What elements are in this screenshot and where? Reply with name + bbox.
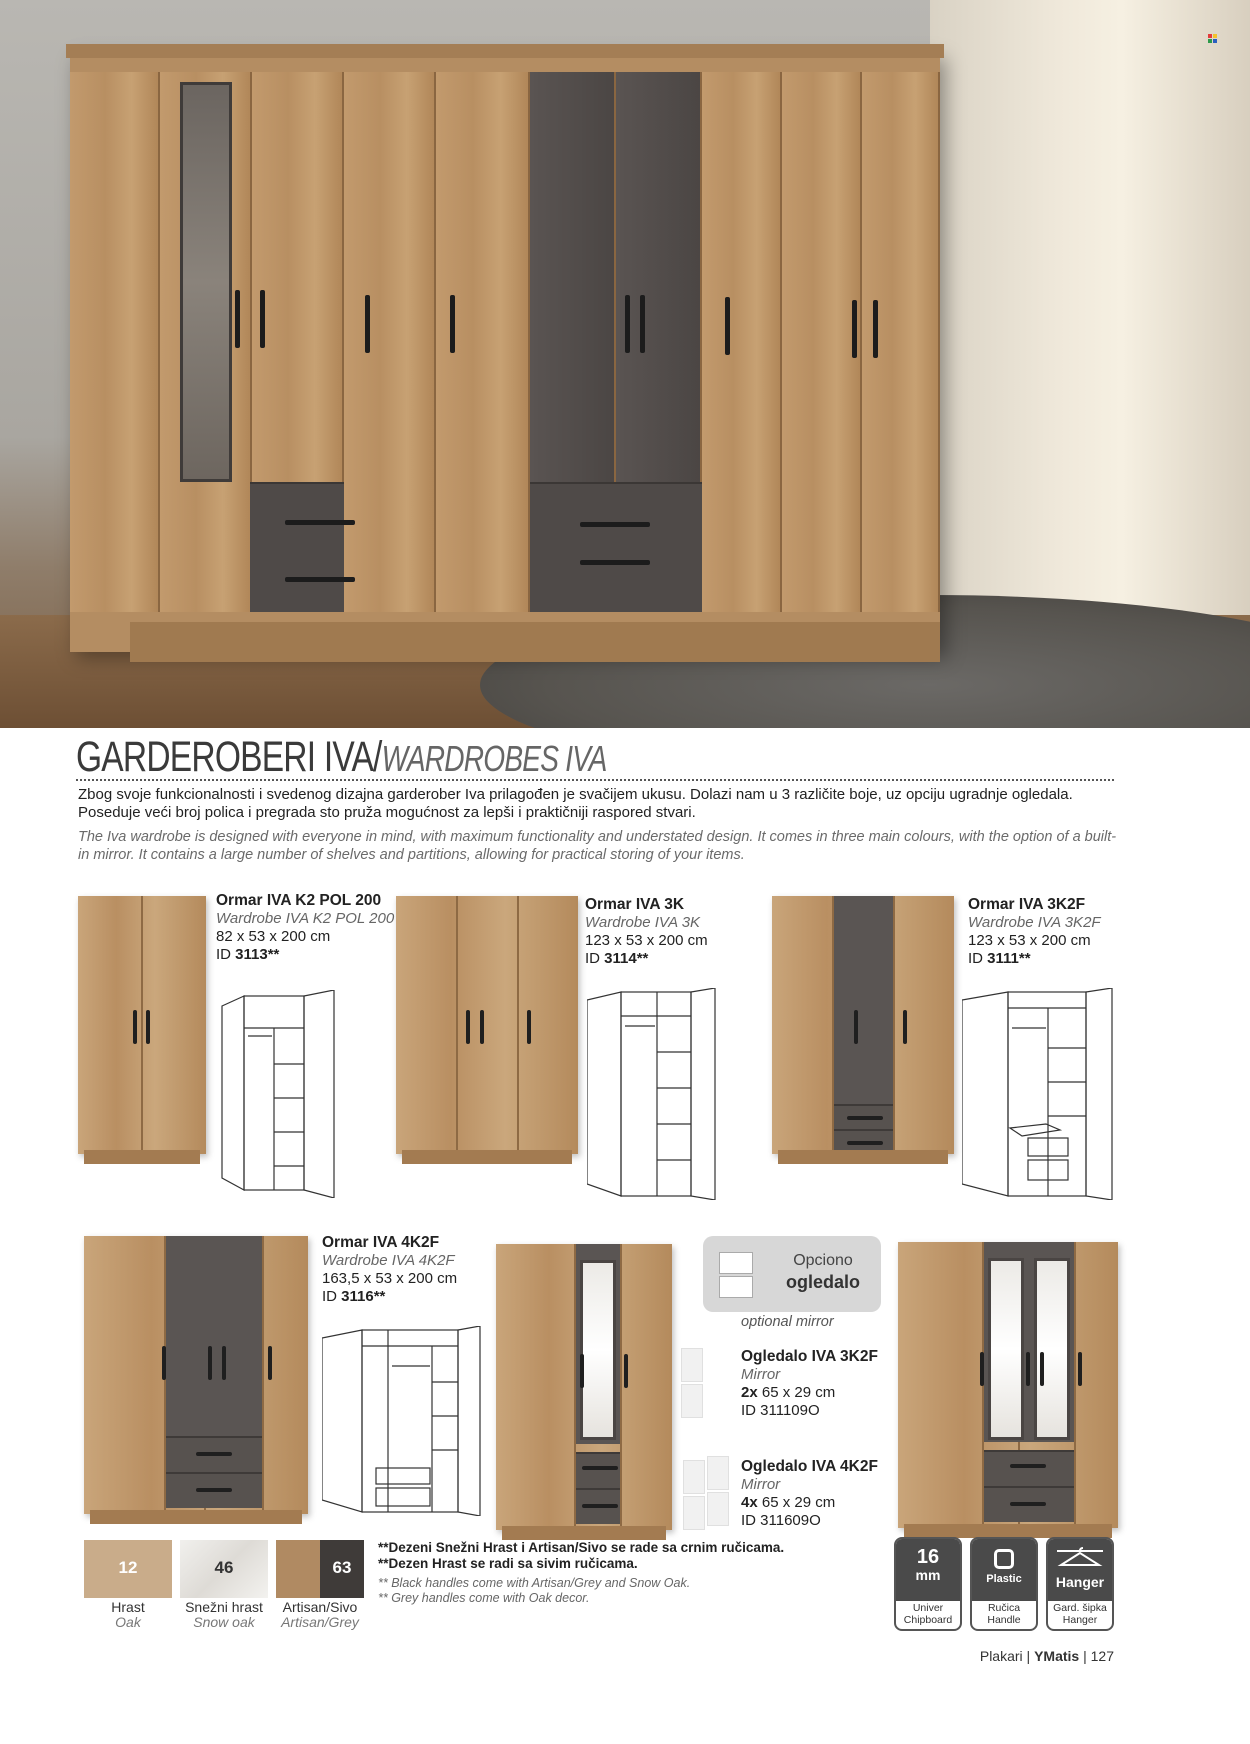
swatch-label-oak: Hrast Oak <box>111 1599 145 1630</box>
product-dims: 123 x 53 x 200 cm <box>585 932 708 949</box>
product-id: ID 3111** <box>968 950 1031 967</box>
product-id: ID 3113** <box>216 946 280 963</box>
brand-dots-icon <box>1208 34 1218 44</box>
product-dims: 163,5 x 53 x 200 cm <box>322 1270 458 1287</box>
badge-chipboard: 16 mm Univer Chipboard <box>894 1537 962 1631</box>
page-number: 127 <box>1090 1648 1114 1664</box>
page-title <box>76 733 607 782</box>
swatch-label-snow-oak: Snežni hrast Snow oak <box>185 1599 263 1630</box>
mirror-id: ID 311609O <box>741 1512 821 1529</box>
mirror-name: Ogledalo IVA 3K2F <box>741 1348 878 1365</box>
plastic-handle-icon: Plastic <box>972 1539 1036 1601</box>
wardrobe-3k2f-mirror <box>496 1244 672 1530</box>
intro-text-en: The Iva wardrobe is designed with everyone in mind, with maximum functionality and understated design. It comes in three main colours, with the option of a built-in mirror. It contains a large number of shelves and partitions, allowing for practical storing of your items. <box>78 829 1117 863</box>
product-info-4k2f <box>322 1234 457 1306</box>
product-name-en: Wardrobe IVA K2 POL 200 <box>216 910 395 927</box>
wardrobe-4k2f-mirror <box>898 1242 1118 1528</box>
hero-photo <box>0 0 1250 728</box>
swatch-label-artisan-grey: Artisan/Sivo Artisan/Grey <box>281 1599 359 1630</box>
product-name-en: Wardrobe IVA 3K <box>585 914 701 931</box>
optional-label: Opciono <box>793 1252 853 1269</box>
mirror-icon <box>707 1492 729 1526</box>
mirror-qty: 4x <box>741 1494 758 1511</box>
wardrobe-3k2f-drawing <box>962 988 1114 1200</box>
product-dims: 82 x 53 x 200 cm <box>216 928 331 945</box>
mirror-id: ID 311109O <box>741 1402 820 1419</box>
page-footer: Plakari | YMatis | 127 <box>979 1648 1114 1664</box>
swatch-artisan-grey: 63 <box>276 1540 364 1598</box>
product-info-3k2f <box>968 896 1101 968</box>
product-name-en: Wardrobe IVA 4K2F <box>322 1252 455 1269</box>
hanger-icon: Hanger <box>1048 1539 1112 1601</box>
mirror-info-4k2f <box>741 1458 878 1530</box>
mirror-name-en: Mirror <box>741 1366 781 1383</box>
mirror-panel-icon <box>719 1252 753 1274</box>
title-sub: WARDROBES IVA <box>381 738 607 779</box>
footer-brand: Matis <box>1043 1648 1080 1664</box>
mirror-name-en: Mirror <box>741 1476 781 1493</box>
mirror-dims: 65 x 29 cm <box>757 1384 836 1401</box>
wardrobe-3k <box>396 896 578 1154</box>
badge-handle: Plastic Ručica Handle <box>970 1537 1038 1631</box>
product-id: ID 3116** <box>322 1288 386 1305</box>
product-name: Ormar IVA 3K2F <box>968 896 1086 913</box>
optional-mirror-en: optional mirror <box>741 1314 834 1330</box>
swatch-oak: 12 <box>84 1540 172 1598</box>
mirror-icon <box>681 1384 703 1418</box>
wardrobe-3k2f <box>772 896 954 1154</box>
hero-mirror <box>180 82 232 482</box>
mirror-dims: 65 x 29 cm <box>757 1494 836 1511</box>
mirror-label: ogledalo <box>785 1272 860 1292</box>
wardrobe-4k2f-drawing <box>322 1326 482 1516</box>
product-info-k2-pol-200 <box>216 892 394 964</box>
mirror-icon <box>683 1496 705 1530</box>
product-name: Ormar IVA K2 POL 200 <box>216 892 382 909</box>
mirror-icon <box>683 1460 705 1494</box>
swatch-snow-oak: 46 <box>180 1540 268 1598</box>
footer-section: Plakari <box>979 1648 1023 1664</box>
product-name: Ormar IVA 3K <box>585 896 685 913</box>
mirror-icon <box>707 1456 729 1490</box>
product-name: Ormar IVA 4K2F <box>322 1234 440 1251</box>
handle-notes: **Dezeni Snežni Hrast i Artisan/Sivo se rade sa crnim ručicama. **Dezen Hrast se radi sa sivim ručicama. ** Black handles come with Artisan/Grey and Snow Oak. ** Grey handles come with Oak decor. <box>378 1540 785 1605</box>
wardrobe-3k-drawing <box>587 988 717 1200</box>
product-info-3k <box>585 896 708 968</box>
title-divider <box>76 779 1114 781</box>
product-id: ID 3114** <box>585 950 649 967</box>
mirror-info-3k2f <box>741 1348 878 1420</box>
mirror-panel-icon <box>719 1276 753 1298</box>
wardrobe-k2-pol-200 <box>78 896 206 1154</box>
wardrobe-4k2f <box>84 1236 308 1514</box>
hero-wardrobe <box>70 52 940 652</box>
mirror-icon <box>681 1348 703 1382</box>
mirror-qty: 2x <box>741 1384 758 1401</box>
optional-mirror-box <box>703 1236 881 1312</box>
wardrobe-k2-pol-200-drawing <box>216 990 342 1198</box>
matis-logo-icon: Y <box>1034 1648 1044 1664</box>
chipboard-icon: 16 mm <box>896 1539 960 1601</box>
intro-text: Zbog svoje funkcionalnosti i svedenog dizajna garderober Iva prilagođen je svačijem ukusu. Dolazi nam u 3 različite boje, uz opciju ugradnje ogledala. Poseduje veći broj polica i pregrada sto pruža mogućnost za lepši i praktičniji raspored stvari. <box>78 786 1073 821</box>
window-curtain <box>930 0 1250 650</box>
badge-hanger: Hanger Gard. šipka Hanger <box>1046 1537 1114 1631</box>
title-main: GARDEROBERI IVA/ <box>76 733 382 781</box>
mirror-name: Ogledalo IVA 4K2F <box>741 1458 878 1475</box>
product-name-en: Wardrobe IVA 3K2F <box>968 914 1101 931</box>
product-dims: 123 x 53 x 200 cm <box>968 932 1091 949</box>
